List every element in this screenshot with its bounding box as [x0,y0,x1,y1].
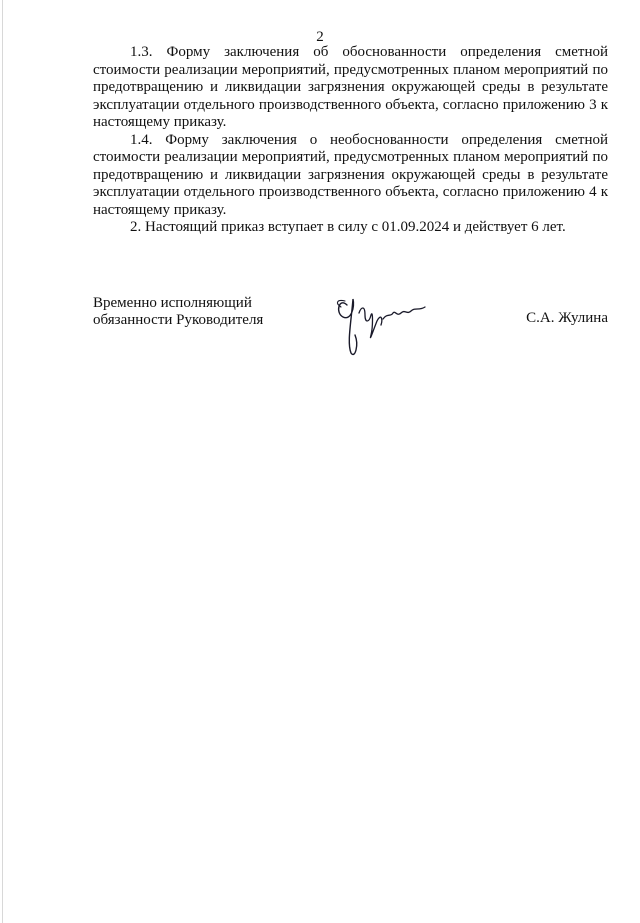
paragraph-1-4: 1.4. Форму заключения о необоснованности определения сметной стоимости реализации мероприятий, предусмотренных планом мероприятий по предотвращению и ликвидации загрязнения окружающей среды в результате эксплуатации отдельного производственного объекта, согласно приложению 4 к настоящему приказу. [93,131,608,218]
handwritten-signature [325,283,435,363]
paragraph-1-3: 1.3. Форму заключения об обоснованности определения сметной стоимости реализации мероприятий, предусмотренных планом мероприятий по предотвращению и ликвидации загрязнения окружающей среды в результате эксплуатации отдельного производственного объекта, согласно приложению 3 к настоящему приказу. [93,44,608,130]
scan-edge [2,0,3,923]
position-line-1: Временно исполняющий [93,295,252,311]
signatory-name: С.А. Жулина [526,310,608,326]
position-line-2: обязанности Руководителя [93,311,264,328]
page-number: 2 [316,29,324,45]
signatory-position [93,295,263,328]
paragraph-2: 2. Настоящий приказ вступает в силу с 01.09.2024 и действует 6 лет. [130,219,566,235]
signature-block [93,295,608,375]
document-body [93,44,608,237]
